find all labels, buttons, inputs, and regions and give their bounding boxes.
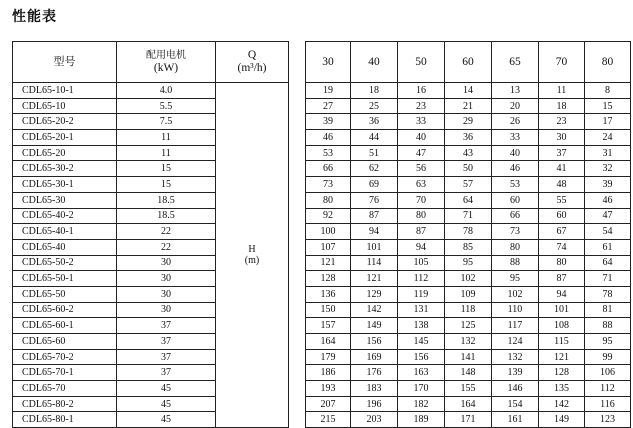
head-value-cell: 102 (492, 286, 539, 302)
head-value-cell: 107 (306, 239, 351, 255)
head-value-cell: 87 (398, 224, 445, 240)
head-value-cell: 74 (539, 239, 585, 255)
head-value-cell: 121 (351, 271, 398, 287)
head-value-cell: 138 (398, 318, 445, 334)
head-value-cell: 110 (492, 302, 539, 318)
head-value-cell: 88 (585, 318, 631, 334)
head-value-cell: 44 (351, 130, 398, 146)
head-value-cell: 78 (585, 286, 631, 302)
model-cell: CDL65-70 (13, 381, 117, 397)
head-value-cell: 112 (585, 381, 631, 397)
head-value-cell: 29 (445, 114, 492, 130)
flow-value-header: 40 (351, 42, 398, 83)
head-value-cell: 129 (351, 286, 398, 302)
table-row (13, 302, 631, 318)
head-value-cell: 114 (351, 255, 398, 271)
head-value-cell: 136 (306, 286, 351, 302)
head-value-cell: 121 (306, 255, 351, 271)
head-value-cell: 164 (445, 396, 492, 412)
head-value-cell: 80 (306, 192, 351, 208)
head-value-cell: 131 (398, 302, 445, 318)
head-value-cell: 105 (398, 255, 445, 271)
head-value-cell: 14 (445, 83, 492, 99)
head-value-cell: 47 (585, 208, 631, 224)
model-cell: CDL65-70-2 (13, 349, 117, 365)
model-cell: CDL65-60 (13, 334, 117, 350)
table-row (13, 396, 631, 412)
head-value-cell: 112 (398, 271, 445, 287)
head-value-cell: 60 (492, 192, 539, 208)
head-value-cell: 141 (445, 349, 492, 365)
table-row (13, 349, 631, 365)
head-value-cell: 46 (306, 130, 351, 146)
power-cell: 37 (117, 365, 216, 381)
power-cell: 18.5 (117, 192, 216, 208)
head-value-cell: 88 (492, 255, 539, 271)
head-value-cell: 78 (445, 224, 492, 240)
model-cell: CDL65-50-1 (13, 271, 117, 287)
head-value-cell: 101 (351, 239, 398, 255)
performance-table (12, 41, 631, 428)
head-value-cell: 196 (351, 396, 398, 412)
flow-value-header: 50 (398, 42, 445, 83)
power-cell: 37 (117, 334, 216, 350)
head-value-cell: 94 (351, 224, 398, 240)
head-value-cell: 169 (351, 349, 398, 365)
head-value-cell: 106 (585, 365, 631, 381)
head-value-cell: 142 (539, 396, 585, 412)
power-cell: 30 (117, 286, 216, 302)
head-value-cell: 101 (539, 302, 585, 318)
head-value-cell: 64 (585, 255, 631, 271)
flow-value-header: 30 (306, 42, 351, 83)
head-value-cell: 128 (539, 365, 585, 381)
model-cell: CDL65-20-1 (13, 130, 117, 146)
table-row (13, 412, 631, 428)
flow-value-header: 70 (539, 42, 585, 83)
table-row (13, 161, 631, 177)
power-header-label: 配用电机 (146, 50, 186, 61)
model-cell: CDL65-10-1 (13, 83, 117, 99)
head-value-cell: 55 (539, 192, 585, 208)
head-value-cell: 50 (445, 161, 492, 177)
model-cell: CDL65-60-1 (13, 318, 117, 334)
head-value-cell: 40 (492, 145, 539, 161)
power-cell: 22 (117, 224, 216, 240)
head-value-cell: 186 (306, 365, 351, 381)
head-value-cell: 182 (398, 396, 445, 412)
head-value-cell: 102 (445, 271, 492, 287)
head-value-cell: 124 (492, 334, 539, 350)
head-value-cell: 94 (398, 239, 445, 255)
table-row (13, 208, 631, 224)
flow-value-header: 65 (492, 42, 539, 83)
head-value-cell: 108 (539, 318, 585, 334)
head-value-cell: 171 (445, 412, 492, 428)
head-value-cell: 149 (539, 412, 585, 428)
head-value-cell: 132 (445, 334, 492, 350)
head-value-cell: 8 (585, 83, 631, 99)
head-value-cell: 18 (539, 98, 585, 114)
head-value-cell: 87 (351, 208, 398, 224)
head-value-cell: 17 (585, 114, 631, 130)
head-value-cell: 41 (539, 161, 585, 177)
column-header-flow (216, 42, 289, 83)
power-cell: 5.5 (117, 98, 216, 114)
head-value-cell: 76 (351, 192, 398, 208)
head-value-cell: 155 (445, 381, 492, 397)
model-cell: CDL65-50-2 (13, 255, 117, 271)
head-value-cell: 33 (492, 130, 539, 146)
column-header-power (117, 42, 216, 83)
head-value-cell: 189 (398, 412, 445, 428)
table-row (13, 224, 631, 240)
table-row (13, 286, 631, 302)
head-value-cell: 23 (398, 98, 445, 114)
head-value-cell: 40 (398, 130, 445, 146)
table-row (13, 177, 631, 193)
head-value-cell: 183 (351, 381, 398, 397)
head-value-cell: 95 (492, 271, 539, 287)
flow-value-header: 80 (585, 42, 631, 83)
head-value-cell: 63 (398, 177, 445, 193)
head-value-cell: 80 (492, 239, 539, 255)
model-cell: CDL65-60-2 (13, 302, 117, 318)
head-value-cell: 207 (306, 396, 351, 412)
table-row (13, 83, 631, 99)
table-row (13, 98, 631, 114)
head-value-cell: 61 (585, 239, 631, 255)
head-value-cell: 20 (492, 98, 539, 114)
head-value-cell: 123 (585, 412, 631, 428)
power-cell: 15 (117, 177, 216, 193)
head-value-cell: 11 (539, 83, 585, 99)
head-value-cell: 56 (398, 161, 445, 177)
head-label: H (248, 244, 256, 256)
head-unit: (m) (244, 255, 260, 267)
head-value-cell: 215 (306, 412, 351, 428)
head-value-cell: 85 (445, 239, 492, 255)
model-cell: CDL65-40 (13, 239, 117, 255)
head-value-cell: 139 (492, 365, 539, 381)
head-value-cell: 39 (585, 177, 631, 193)
model-cell: CDL65-50 (13, 286, 117, 302)
head-value-cell: 87 (539, 271, 585, 287)
head-value-cell: 99 (585, 349, 631, 365)
head-value-cell: 48 (539, 177, 585, 193)
power-cell: 45 (117, 412, 216, 428)
head-value-cell: 135 (539, 381, 585, 397)
head-value-cell: 100 (306, 224, 351, 240)
head-value-cell: 69 (351, 177, 398, 193)
power-cell: 4.0 (117, 83, 216, 99)
model-cell: CDL65-10 (13, 98, 117, 114)
column-spacer (289, 83, 306, 428)
head-value-cell: 16 (398, 83, 445, 99)
column-header-model (13, 42, 117, 83)
model-cell: CDL65-70-1 (13, 365, 117, 381)
head-value-cell: 203 (351, 412, 398, 428)
head-value-cell: 53 (492, 177, 539, 193)
head-value-cell: 92 (306, 208, 351, 224)
head-value-cell: 176 (351, 365, 398, 381)
power-cell: 7.5 (117, 114, 216, 130)
head-value-cell: 179 (306, 349, 351, 365)
power-cell: 37 (117, 349, 216, 365)
head-value-cell: 163 (398, 365, 445, 381)
head-value-cell: 142 (351, 302, 398, 318)
head-value-cell: 67 (539, 224, 585, 240)
head-value-cell: 46 (492, 161, 539, 177)
head-value-cell: 121 (539, 349, 585, 365)
model-cell: CDL65-30 (13, 192, 117, 208)
head-value-cell: 132 (492, 349, 539, 365)
table-row (13, 145, 631, 161)
head-value-cell: 15 (585, 98, 631, 114)
head-label-cell (216, 83, 289, 428)
head-value-cell: 164 (306, 334, 351, 350)
head-value-cell: 36 (445, 130, 492, 146)
power-cell: 18.5 (117, 208, 216, 224)
table-row (13, 334, 631, 350)
head-value-cell: 25 (351, 98, 398, 114)
head-value-cell: 32 (585, 161, 631, 177)
model-cell: CDL65-80-1 (13, 412, 117, 428)
head-value-cell: 47 (398, 145, 445, 161)
head-value-cell: 80 (398, 208, 445, 224)
head-value-cell: 43 (445, 145, 492, 161)
head-value-cell: 150 (306, 302, 351, 318)
head-value-cell: 128 (306, 271, 351, 287)
table-row (13, 130, 631, 146)
model-cell: CDL65-30-2 (13, 161, 117, 177)
head-value-cell: 62 (351, 161, 398, 177)
table-row (13, 239, 631, 255)
model-cell: CDL65-40-2 (13, 208, 117, 224)
header-spacer (289, 42, 306, 83)
head-value-cell: 119 (398, 286, 445, 302)
page-title: 性能表 (12, 9, 57, 25)
head-value-cell: 54 (585, 224, 631, 240)
model-header-label: 型号 (53, 55, 76, 68)
head-value-cell: 156 (398, 349, 445, 365)
head-value-cell: 19 (306, 83, 351, 99)
head-value-cell: 53 (306, 145, 351, 161)
power-cell: 11 (117, 145, 216, 161)
head-value-cell: 57 (445, 177, 492, 193)
head-value-cell: 23 (539, 114, 585, 130)
head-value-cell: 73 (306, 177, 351, 193)
table-row (13, 271, 631, 287)
table-row (13, 192, 631, 208)
model-cell: CDL65-30-1 (13, 177, 117, 193)
head-value-cell: 116 (585, 396, 631, 412)
table-row (13, 114, 631, 130)
table-header-row (13, 42, 631, 83)
head-value-cell: 31 (585, 145, 631, 161)
model-cell: CDL65-80-2 (13, 396, 117, 412)
head-value-cell: 36 (351, 114, 398, 130)
head-value-cell: 94 (539, 286, 585, 302)
head-value-cell: 46 (585, 192, 631, 208)
table-row (13, 381, 631, 397)
head-value-cell: 149 (351, 318, 398, 334)
head-value-cell: 26 (492, 114, 539, 130)
head-value-cell: 117 (492, 318, 539, 334)
head-value-cell: 37 (539, 145, 585, 161)
head-value-cell: 170 (398, 381, 445, 397)
flow-header-unit: (m³/h) (237, 62, 267, 74)
head-value-cell: 13 (492, 83, 539, 99)
head-value-cell: 193 (306, 381, 351, 397)
head-value-cell: 64 (445, 192, 492, 208)
head-value-cell: 118 (445, 302, 492, 318)
power-cell: 45 (117, 396, 216, 412)
power-cell: 30 (117, 255, 216, 271)
head-value-cell: 73 (492, 224, 539, 240)
head-value-cell: 80 (539, 255, 585, 271)
head-value-cell: 60 (539, 208, 585, 224)
power-cell: 37 (117, 318, 216, 334)
power-cell: 11 (117, 130, 216, 146)
model-cell: CDL65-20 (13, 145, 117, 161)
flow-header-label: Q (247, 49, 257, 61)
head-value-cell: 21 (445, 98, 492, 114)
head-value-cell: 39 (306, 114, 351, 130)
table-row (13, 255, 631, 271)
power-cell: 30 (117, 302, 216, 318)
power-header-unit: (kW) (153, 62, 179, 74)
head-value-cell: 145 (398, 334, 445, 350)
head-value-cell: 71 (585, 271, 631, 287)
flow-value-header: 60 (445, 42, 492, 83)
head-value-cell: 95 (445, 255, 492, 271)
head-value-cell: 125 (445, 318, 492, 334)
head-value-cell: 157 (306, 318, 351, 334)
head-value-cell: 115 (539, 334, 585, 350)
head-value-cell: 51 (351, 145, 398, 161)
head-value-cell: 27 (306, 98, 351, 114)
head-value-cell: 81 (585, 302, 631, 318)
head-value-cell: 33 (398, 114, 445, 130)
power-cell: 15 (117, 161, 216, 177)
head-value-cell: 24 (585, 130, 631, 146)
head-value-cell: 109 (445, 286, 492, 302)
power-cell: 45 (117, 381, 216, 397)
head-value-cell: 161 (492, 412, 539, 428)
head-value-cell: 95 (585, 334, 631, 350)
power-cell: 30 (117, 271, 216, 287)
head-value-cell: 154 (492, 396, 539, 412)
head-value-cell: 71 (445, 208, 492, 224)
head-value-cell: 156 (351, 334, 398, 350)
head-value-cell: 146 (492, 381, 539, 397)
head-value-cell: 66 (492, 208, 539, 224)
head-value-cell: 30 (539, 130, 585, 146)
model-cell: CDL65-20-2 (13, 114, 117, 130)
model-cell: CDL65-40-1 (13, 224, 117, 240)
head-value-cell: 148 (445, 365, 492, 381)
head-value-cell: 18 (351, 83, 398, 99)
head-value-cell: 66 (306, 161, 351, 177)
table-row (13, 365, 631, 381)
head-value-cell: 70 (398, 192, 445, 208)
power-cell: 22 (117, 239, 216, 255)
table-row (13, 318, 631, 334)
